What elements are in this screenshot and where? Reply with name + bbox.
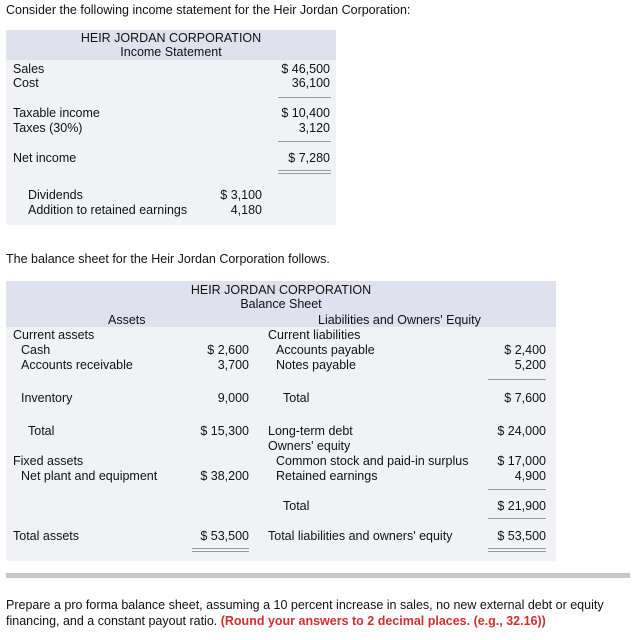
divider	[6, 573, 630, 578]
common-stock-label: Common stock and paid-in surplus	[276, 454, 469, 468]
total-assets-value: $ 53,500	[200, 529, 249, 543]
equity-total-value: $ 21,900	[497, 499, 546, 513]
notes-payable-value: 5,200	[514, 358, 546, 372]
double-rule	[278, 170, 331, 174]
long-term-debt-value: $ 24,000	[497, 424, 546, 438]
taxable-income-label: Taxable income	[13, 106, 100, 120]
rule	[488, 489, 546, 490]
dividends-value: $ 3,100	[220, 188, 262, 202]
net-plant-label: Net plant and equipment	[21, 469, 158, 483]
addition-retained-value: 4,180	[230, 203, 262, 217]
accounts-receivable-value: 3,700	[217, 358, 249, 372]
net-income-value: $ 7,280	[288, 151, 330, 165]
retained-earnings-value: 4,900	[514, 469, 546, 483]
current-assets-total-label: Total	[28, 424, 55, 438]
assets-header: Assets	[108, 313, 146, 327]
accounts-payable-value: $ 2,400	[504, 343, 546, 357]
rule	[278, 97, 331, 98]
balance-intro-text: The balance sheet for the Heir Jordan Corporation follows.	[6, 252, 330, 266]
dividends-label: Dividends	[28, 188, 83, 202]
cash-label: Cash	[21, 343, 51, 357]
inventory-label: Inventory	[21, 391, 73, 405]
income-title: Income Statement	[120, 45, 222, 59]
intro-text: Consider the following income statement for the Heir Jordan Corporation:	[6, 3, 411, 17]
total-liabilities-equity-label: Total liabilities and owners' equity	[268, 529, 453, 543]
total-assets-label: Total assets	[13, 529, 80, 543]
current-liabilities-total-value: $ 7,600	[504, 391, 546, 405]
cost-label: Cost	[13, 76, 39, 90]
rule	[488, 518, 546, 519]
liabilities-header: Liabilities and Owners' Equity	[318, 313, 481, 327]
current-liabilities-total-label: Total	[283, 391, 310, 405]
fixed-assets-label: Fixed assets	[13, 454, 84, 468]
accounts-payable-label: Accounts payable	[276, 343, 375, 357]
taxes-label: Taxes (30%)	[13, 121, 83, 135]
retained-earnings-label: Retained earnings	[276, 469, 378, 483]
equity-total-label: Total	[283, 499, 310, 513]
taxes-value: 3,120	[298, 121, 330, 135]
total-liabilities-equity-value: $ 53,500	[497, 529, 546, 543]
question-prompt	[6, 597, 630, 629]
rule	[278, 141, 331, 142]
sales-label: Sales	[13, 62, 45, 76]
owners-equity-label: Owners' equity	[268, 439, 351, 453]
rule	[488, 379, 546, 380]
double-rule	[192, 548, 249, 552]
current-assets-total-value: $ 15,300	[200, 424, 249, 438]
current-assets-label: Current assets	[13, 328, 95, 342]
cost-value: 36,100	[291, 76, 330, 90]
double-rule	[488, 548, 546, 552]
inventory-value: 9,000	[217, 391, 249, 405]
notes-payable-label: Notes payable	[276, 358, 356, 372]
sales-value: $ 46,500	[281, 62, 330, 76]
income-company: HEIR JORDAN CORPORATION	[80, 31, 262, 45]
balance-company: HEIR JORDAN CORPORATION	[190, 283, 372, 297]
current-liabilities-label: Current liabilities	[268, 328, 361, 342]
long-term-debt-label: Long-term debt	[268, 424, 353, 438]
net-income-label: Net income	[13, 151, 77, 165]
taxable-income-value: $ 10,400	[281, 106, 330, 120]
addition-retained-label: Addition to retained earnings	[28, 203, 188, 217]
net-plant-value: $ 38,200	[200, 469, 249, 483]
accounts-receivable-label: Accounts receivable	[21, 358, 133, 372]
balance-title: Balance Sheet	[240, 297, 322, 311]
common-stock-value: $ 17,000	[497, 454, 546, 468]
rounding-note: (Round your answers to 2 decimal places. (e.g., 32.16))	[220, 614, 546, 628]
cash-value: $ 2,600	[207, 343, 249, 357]
question-text: Prepare a pro forma balance sheet, assuming a 10 percent increase in sales, no new external debt or equity financing, and a constant payout ratio.	[6, 598, 604, 628]
